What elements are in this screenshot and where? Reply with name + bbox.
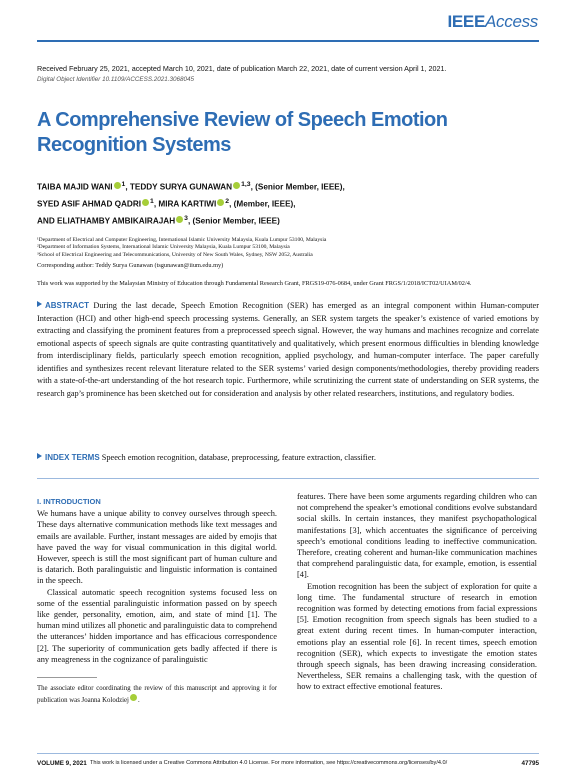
index-terms-text: Speech emotion recognition, database, preprocessing, feature extraction, classifier. <box>101 453 376 462</box>
paragraph: We humans have a unique ability to convey ourselves through speech. These days alternative communication methods like text messages and emails are available. Further, instant messages are aided by emojis that have paved the way for visual communication in this digital world. However, speech is still the most significant part of human culture and is datarich. Both paralinguistic and linguistic information is contained in the speech. <box>37 509 277 586</box>
journal-logo <box>447 12 538 32</box>
author-name: SYED ASIF AHMAD QADRI <box>37 199 142 209</box>
author-role: , (Senior Member, IEEE) <box>187 216 280 226</box>
author-name: , MIRA KARTIWI <box>153 199 217 209</box>
author-role: , (Senior Member, IEEE), <box>250 182 345 192</box>
triangle-icon <box>37 301 42 307</box>
paragraph: Emotion recognition has been the subject of exploration for quite a long time. The fundamental structure of research in emotion recognition was formed by detecting emotions from facial expressions [5]. Emotion recognition from speech signals has been studied to a great extent during recent times. In human-computer interaction, emotions play an essential role [6]. In recent times, speech emotion recognition (SER), which expects to investigate the emotion states through speech signals, has been drawing increasing consideration. Nevertheless, SER remains a challenging task, with the question of how to extract effective emotional features. <box>297 581 537 692</box>
paper-title: A Comprehensive Review of Speech Emotion Recognition Systems <box>37 109 448 156</box>
index-terms-label: INDEX TERMS <box>45 453 100 462</box>
publication-dates: Received February 25, 2021, accepted March 10, 2021, date of publication March 22, 2021, date of current version April 1, 2021. <box>37 64 447 73</box>
index-terms <box>37 453 539 462</box>
footnote-text: The associate editor coordinating the review of this manuscript and approving it for publication was Joanna Kolodziej <box>37 685 277 704</box>
corresponding-author: Corresponding author: Teddy Surya Gunawan (tsgunawan@iium.edu.my) <box>37 262 224 269</box>
author-name: TAIBA MAJID WANI <box>37 182 113 192</box>
author-list <box>37 178 547 229</box>
header-rule <box>37 40 539 42</box>
footer-rule <box>37 753 539 754</box>
paragraph: Classical automatic speech recognition systems focused less on some of the essential paralinguistic information passed on by speech like gender, personality, emotion, aim, and state of mind [1]. The human mind utilizes all phonetic and paralinguistic data to comprehend the utterances’ hidden importance and has efficacious correspondence [2]. The superiority of communication gets badly affected if there is any meagreness in the cognizance of paralinguistic <box>37 587 277 664</box>
orcid-icon[interactable] <box>176 216 183 223</box>
section-divider <box>37 478 539 479</box>
orcid-icon[interactable] <box>114 182 121 189</box>
author-role: , (Member, IEEE), <box>229 199 296 209</box>
paragraph: features. There have been some arguments regarding children who can not comprehend the speaker’s emotional conditions evolve substandard social skills. In certain instances, they manifest psychopathological manifestations [3], which accentuates the significance of perceiving speech’s emotional conditions leading to ineffective communication. Therefore, creating coherent and human-like communication machines that comprehend paralinguistic data, for example, emotion, is essential [4]. <box>297 492 537 580</box>
doi[interactable]: Digital Object Identifier 10.1109/ACCESS.2021.3068045 <box>37 76 195 83</box>
volume-label: VOLUME 9, 2021 <box>37 760 87 767</box>
abstract <box>37 300 539 400</box>
orcid-icon[interactable] <box>233 182 240 189</box>
affiliation: ³School of Electrical Engineering and Telecommunications, University of New South Wales, Sydney, NSW 2052, Australia <box>37 251 313 258</box>
section-heading: I. INTRODUCTION <box>37 497 101 506</box>
orcid-icon[interactable] <box>217 199 224 206</box>
funding-statement: This work was supported by the Malaysian Ministry of Education through Fundamental Research Grant, FRGS19-076-0684, under Grant FRGS/1/2018/ICT02/UIAM/02/4. <box>37 280 472 287</box>
author-affil: 1 <box>150 197 154 205</box>
license-text[interactable]: This work is licensed under a Creative Commons Attribution 4.0 License. For more information, see https://creativecommons.org/licenses/by/4.0/ <box>90 760 448 766</box>
footnote-rule <box>37 677 97 678</box>
logo-brand: IEEE <box>447 12 485 31</box>
affiliation: ²Department of Information Systems, International Islamic University Malaysia, Kuala Lumpur 53100, Malaysia <box>37 244 290 251</box>
triangle-icon <box>37 453 42 459</box>
author-name: AND ELIATHAMBY AMBIKAIRAJAH <box>37 216 176 226</box>
orcid-icon[interactable] <box>130 694 137 701</box>
author-affil: 1,3 <box>241 181 251 188</box>
author-affil: 2 <box>225 197 230 205</box>
affiliations <box>37 237 547 259</box>
page-number: 47795 <box>521 760 539 767</box>
left-column <box>37 496 277 665</box>
author-name: , TEDDY SURYA GUNAWAN <box>125 182 233 192</box>
abstract-label: ABSTRACT <box>45 301 89 310</box>
author-affil: 1 <box>121 181 126 188</box>
editor-footnote: The associate editor coordinating the review of this manuscript and approving it for publication was Joanna Kolodziej . <box>37 685 277 704</box>
logo-product: Access <box>485 12 538 31</box>
right-column <box>297 491 537 693</box>
orcid-icon[interactable] <box>142 199 149 206</box>
author-affil: 3 <box>184 214 188 222</box>
affiliation: ¹Department of Electrical and Computer Engineering, International Islamic University Malaysia, Kuala Lumpur 53100, Malaysia <box>37 237 327 243</box>
abstract-text: During the last decade, Speech Emotion Recognition (SER) has emerged as an integral component within Human-computer Interaction (HCI) and other high-end speech processing systems. Generally, an SER system targets the speaker’s existence of varied emotions by extracting and classifying the prominent features from a preprocessed speech signal. However, the way humans and machines recognize and correlate emotional aspects of speech signals are quite contrasting quantitatively and qualitatively, which present enormous difficulties in blending knowledge from interdisciplinary fields, particularly speech emotion recognition, applied psychology, and human-computer interface. The paper carefully identifies and synthesizes recent relevant literature related to the SER systems’ varied design components/methodologies, thereby providing readers with a state-of-the-art understanding of the hot research topic. Furthermore, while scrutinizing the current state of understanding on SER systems, the research gap’s prominence has been sketched out for consideration and analysis by other related researchers, institutions, and regulatory bodies. <box>37 301 539 398</box>
